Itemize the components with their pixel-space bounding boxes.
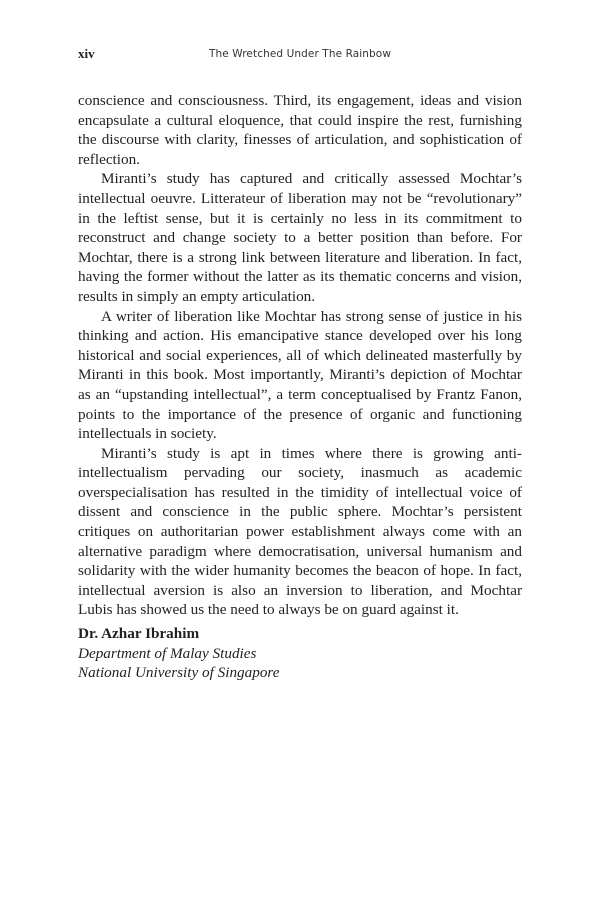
paragraph: A writer of liberation like Mochtar has strong sense of justice in his thinking and action. His emancipative stance developed over his long historical and social experiences, all of which delineated masterfully by Miranti in this book. Most importantly, Miranti’s depiction of Mochtar as an “upstanding intellectual”, a term conceptualised by Frantz Fanon, points to the importance of the presence of organic and functioning intellectuals in society. <box>78 307 522 443</box>
paragraph: Miranti’s study has captured and critically assessed Mochtar’s intellectual oeuvre. Litterateur of liberation may not be “revolutionary” in the leftist sense, but it is certainly no less in its commitment to reconstruct and change society to a better position than before. For Mochtar, there is a strong link between literature and liberation. In fact, having the former without the latter as its thematic concerns and vision, results in simply an empty articulation. <box>78 170 522 305</box>
page-number: xiv <box>78 46 95 61</box>
running-head <box>78 45 522 63</box>
paragraph: Miranti’s study is apt in times where there is growing anti-intellectualism pervading our society, inasmuch as academic overspecialisation has resulted in the timidity of intellectual voice of dissent and conscience in the public sphere. Mochtar’s persistent critiques on authoritarian power establishment always come with an alternative paradigm where democratisation, universal humanism and solidarity with the wider humanity becomes the beacon of hope. In fact, intellectual aversion is also an inversion to liberation, and Mochtar Lubis has showed us the need to always be on guard against it. <box>78 444 522 619</box>
author-name: Dr. Azhar Ibrahim <box>78 625 200 642</box>
signature-block <box>78 624 522 683</box>
author-department: Department of Malay Studies <box>78 644 257 662</box>
author-institution: National University of Singapore <box>78 664 280 682</box>
book-title: The Wretched Under The Rainbow <box>208 48 392 60</box>
paragraph-continued: conscience and consciousness. Third, its engagement, ideas and vision encapsulate a cultural eloquence, that could inspire the rest, furnishing the discourse with clarity, finesses of articulation, and sophistication of reflection. <box>78 92 522 168</box>
body-text <box>78 91 522 620</box>
